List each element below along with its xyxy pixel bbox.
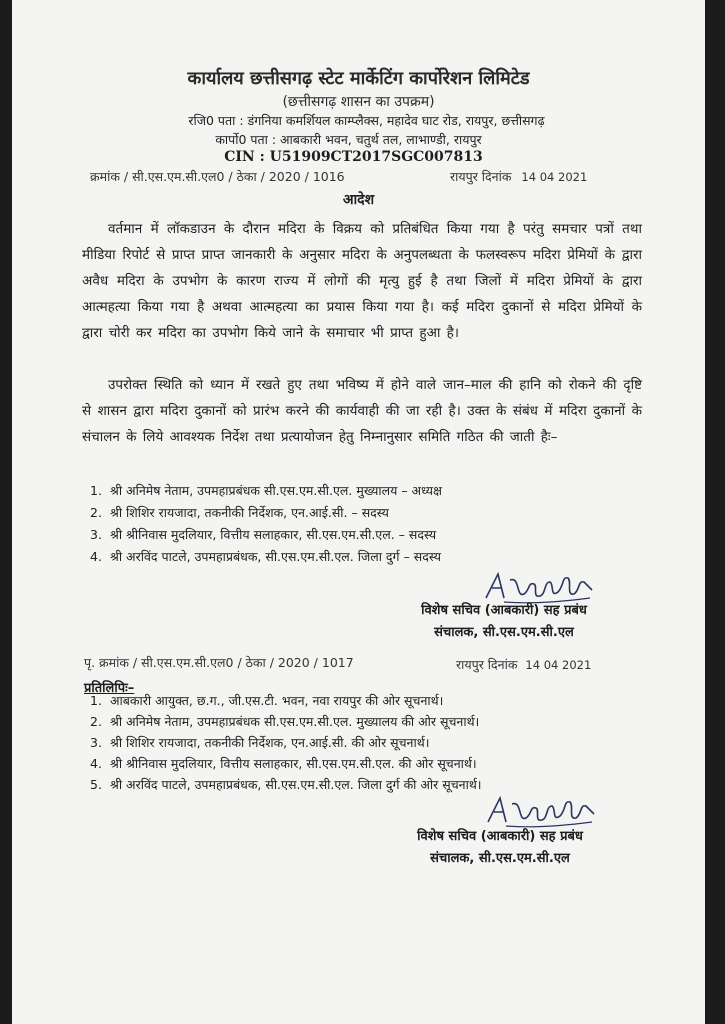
list-item: 1. आबकारी आयुक्त, छ.ग., जी.एस.टी. भवन, नवा रायपुर की ओर सूचनार्थ।	[90, 693, 444, 708]
copy-date-row	[456, 656, 591, 673]
copy-list	[90, 692, 482, 797]
order-number: क्रमांक / सी.एस.एम.सी.एल0 / ठेका / 2020 / 1016	[90, 169, 345, 184]
copy-number: पृ. क्रमांक / सी.एस.एम.सी.एल0 / ठेका / 2020 / 1017	[84, 655, 354, 670]
list-item: 3. श्री शिशिर रायजादा, तकनीकी निर्देशक, एन.आई.सी. की ओर सूचनार्थ।	[90, 735, 430, 750]
copy-label: प्रतिलिपिः–	[84, 681, 135, 696]
paragraph-1: वर्तमान में लॉकडाउन के दौरान मदिरा के विक्रय को प्रतिबंधित किया गया है परंतु समचार पत्रों तथा मीडिया रिपोर्ट से प्राप्त प्राप्त जानकारी के अनुसार मदिरा के अनुपलब्धता के फलस्वरूप मदिरा प्रेमियों के द्वारा अवैध मदिरा के उपभोग के कारण राज्य में लोगों की मृत्यु हुई है तथा जिलों में मदिरा प्रेमियों के द्वारा आत्महत्या किया गया है अथवा आत्महत्या का प्रयास किया गया है। कई मदिरा दुकानों से मदिरा प्रेमियों के द्वारा चोरी कर मदिरा का उपभोग किये जाने के समाचार भी प्राप्त हुआ है।	[82, 221, 642, 341]
order-title: आदेश	[342, 192, 375, 208]
signature-block-1	[374, 600, 634, 644]
order-date-row	[450, 168, 587, 185]
list-item: 4. श्री श्रीनिवास मुदलियार, वित्तीय सलाहकार, सी.एस.एम.सी.एल. की ओर सूचनार्थ।	[90, 756, 477, 771]
signatory-role: संचालक, सी.एस.एम.सी.एल	[434, 625, 574, 640]
copy-date: 14 04 2021	[525, 658, 592, 672]
copy-date-label: रायपुर दिनांक	[456, 657, 518, 672]
order-date: 14 04 2021	[521, 170, 588, 184]
list-item: 2. श्री अनिमेष नेताम, उपमहाप्रबंधक सी.एस.एम.सी.एल. मुख्यालय की ओर सूचनार्थ।	[90, 714, 480, 729]
committee-list	[90, 482, 442, 570]
document-page	[12, 0, 705, 1024]
signatory-designation: विशेष सचिव (आबकारी) सह प्रबंध	[417, 829, 583, 844]
organization-subtitle: (छत्तीसगढ़ शासन का उपक्रम)	[282, 94, 435, 110]
order-date-label: रायपुर दिनांक	[450, 169, 512, 184]
paragraph-2: उपरोक्त स्थिति को ध्यान में रखते हुए तथा भविष्य में होने वाले जान–माल की हानि को रोकने की दृष्टि से शासन द्वारा मदिरा दुकानों को प्रारंभ करने की कार्यवाही की जा रही है। उक्त के संबंध में मदिरा दुकानों के संचालन के लिये आवश्यक निर्देश तथा प्रत्यायोजन हेतु निम्नानुसार समिति गठित की जाती हैः–	[82, 377, 642, 445]
signature-image	[482, 790, 602, 830]
signature-block-2	[370, 826, 630, 870]
signatory-role: संचालक, सी.एस.एम.सी.एल	[430, 851, 570, 866]
organization-name: कार्यालय छत्तीसगढ़ स्टेट मार्केटिंग कार्पोरेशन लिमिटेड	[187, 68, 530, 89]
list-item: 1. श्री अनिमेष नेताम, उपमहाप्रबंधक सी.एस.एम.सी.एल. मुख्यालय – अध्यक्ष	[90, 483, 443, 498]
signatory-designation: विशेष सचिव (आबकारी) सह प्रबंध	[421, 603, 587, 618]
registered-address: रजि0 पता : डंगनिया कमर्शियल काम्प्लैक्स, महादेव घाट रोड, रायपुर, छत्तीसगढ़	[188, 113, 545, 128]
cin-number: CIN : U51909CT2017SGC007813	[224, 149, 483, 165]
list-item: 4. श्री अरविंद पाटले, उपमहाप्रबंधक, सी.एस.एम.सी.एल. जिला दुर्ग – सदस्य	[90, 549, 441, 564]
list-item: 3. श्री श्रीनिवास मुदलियार, वित्तीय सलाहकार, सी.एस.एम.सी.एल. – सदस्य	[90, 527, 437, 542]
list-item: 5. श्री अरविंद पाटले, उपमहाप्रबंधक, सी.एस.एम.सी.एल. जिला दुर्ग की ओर सूचनार्थ।	[90, 777, 482, 792]
corporate-address: कार्पो0 पता : आबकारी भवन, चतुर्थ तल, लाभाण्डी, रायपुर	[215, 132, 482, 147]
list-item: 2. श्री शिशिर रायजादा, तकनीकी निर्देशक, एन.आई.सी. – सदस्य	[90, 505, 389, 520]
